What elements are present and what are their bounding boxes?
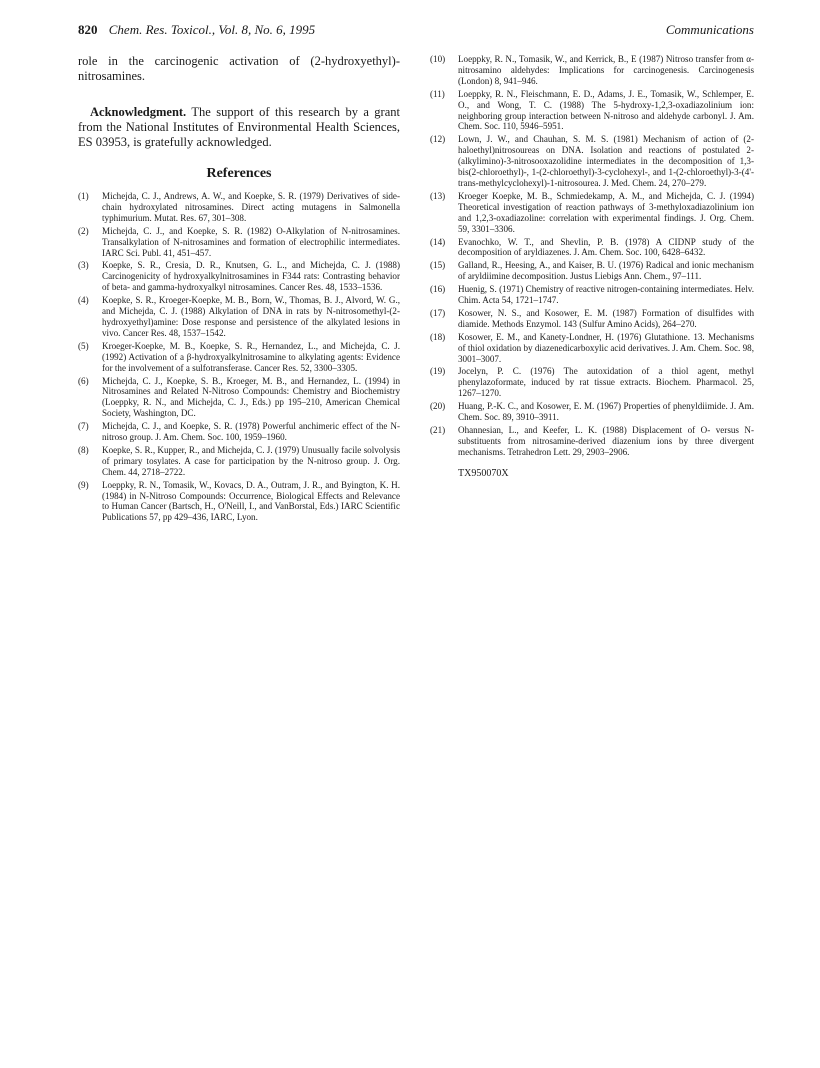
reference-item [430,425,754,458]
left-column [78,54,400,525]
acknowledgment-paragraph [78,105,400,150]
reference-number: (18) [430,331,446,342]
reference-text: Loeppky, R. N., Tomasik, W., Kovacs, D. A., Outram, J. R., and Byington, K. H. (1984) in N-Nitroso Compounds: Occurrence, Biological Effects and Relevance to Human Cancer (Bartsch, H., O'Neill, I., and VanBorstal, Eds.) IARC Scientific Publications 57, pp 429–436, IARC, Lyon. [102,479,400,523]
reference-text: Ohannesian, L., and Keefer, L. K. (1988) Displacement of O- versus N-substituents from nitrosamine-derived diazenium ions by three divergent mechanisms. Tetrahedron Lett. 29, 2903–2906. [458,425,754,457]
header-left [78,22,315,38]
acknowledgment-heading: Acknowledgment. [90,105,187,119]
reference-text: Kosower, E. M., and Kanety-Londner, H. (1976) Glutathione. 13. Mechanisms of thiol oxidation by diazenedicarboxylic acid derivatives. J. Am. Chem. Soc. 98, 3001–3007. [458,331,754,364]
reference-item [430,191,754,235]
reference-number: (1) [78,191,89,201]
section-label: Communications [665,22,754,37]
reference-list-left [78,191,400,523]
reference-text: Michejda, C. J., and Koepke, S. R. (1982) O-Alkylation of N-nitrosamines. Transalkylation of N-nitrosamines and formation of electrophilic intermediates. IARC Sci. Publ. 41, 451–457. [102,225,400,258]
reference-number: (9) [78,479,89,490]
references-title: References [206,166,272,181]
reference-text: Lown, J. W., and Chauhan, S. M. S. (1981) Mechanism of action of (2-haloethyl)nitrosoureas on DNA. Isolation and reactions of postulated 2-(alkylimino)-3-nitrosooxazolidine intermediates in the decomposition of 1,3-bis(2-chloroethyl)-, 1-(2-chloroethyl)-3-cyclohexyl-, and 1-(2-chloroethyl)-3-(4'-trans-methylcyclohexyl)-1-nitrosourea. J. Med. Chem. 24, 270–279. [458,134,754,188]
reference-item [430,237,754,259]
reference-item [78,226,400,259]
reference-item [78,191,400,224]
reference-number: (14) [430,236,446,247]
reference-number: (12) [430,134,446,145]
reference-number: (15) [430,260,446,271]
reference-text: Michejda, C. J., Koepke, S. B., Kroeger, M. B., and Hernandez, L. (1994) in Nitrosamines and Related N-Nitroso Compounds: Chemistry and Biochemistry (Loeppky, R. N., and Michejda, C. J., Eds.) pp 195–210, American Chemical Society, Washington, DC. [102,375,400,419]
reference-text: Huang, P.-K. C., and Kosower, E. M. (1967) Properties of phenyldiimide. J. Am. Chem. Soc. 89, 3910–3911. [458,401,754,423]
reference-item [78,480,400,524]
reference-item [430,134,754,189]
reference-text: Jocelyn, P. C. (1976) The autoxidation of a thiol agent, methyl phenylazoformate, induced by rat tissue extracts. Biochem. Pharmacol. 25, 1267–1270. [458,366,754,399]
reference-text: Koepke, S. R., Cresia, D. R., Knutsen, G. L., and Michejda, C. J. (1988) Carcinogenicity of hydroxyalkylnitrosamines in F344 rats: Contrasting behavior of beta- and gamma-hydroxyalkyl nitrosamines. Cancer Res. 48, 1533–1536. [102,260,400,293]
reference-number: (13) [430,190,446,201]
reference-item [430,401,754,423]
reference-number: (2) [78,225,89,236]
reference-number: (10) [430,54,446,64]
reference-item [430,89,754,133]
manuscript-code: TX950070X [458,467,509,479]
reference-text: Kosower, N. S., and Kosower, E. M. (1987) Formation of disulfides with diamide. Methods Enzymol. 143 (Sulfur Amino Acids), 264–270. [458,307,754,329]
reference-text: Kroeger-Koepke, M. B., Koepke, S. R., Hernandez, L., and Michejda, C. J. (1992) Activation of a β-hydroxyalkylnitrosamine to alkylating agents: Evidence for the involvement of a sulfotransferase. Cancer Res. 52, 3300–3305. [102,340,400,373]
reference-text: Loeppky, R. N., Fleischmann, E. D., Adams, J. E., Tomasik, W., Schlemper, E. O., and Wong, T. C. (1988) The 5-hydroxy-1,2,3-oxadiazolinium ion: neighboring group interaction between N-nitroso and aldehyde carbonyl. J. Am. Chem. Soc. 110, 5946–5951. [458,88,754,132]
reference-number: (20) [430,401,446,412]
reference-number: (5) [78,340,89,351]
reference-number: (17) [430,307,446,318]
reference-number: (19) [430,366,446,377]
reference-item [78,376,400,420]
reference-item [430,260,754,282]
reference-text: Kroeger Koepke, M. B., Schmiedekamp, A. M., and Michejda, C. J. (1994) Theoretical investigation of reaction pathways of 3-methyloxadiazolinium ion and 1,2,3-oxadiazoline: correlation with experimental findings. J. Org. Chem. 59, 3301–3306. [458,190,754,234]
reference-item [430,308,754,330]
reference-number: (7) [78,421,89,432]
reference-item [78,260,400,293]
reference-text: Koepke, S. R., Kroeger-Koepke, M. B., Born, W., Thomas, B. J., Alvord, W. G., and Michejda, C. J. (1988) Alkylation of DNA in rats by N-nitrosomethyl-(2-hydroxyethyl)amine: Dose response and persistence of the alkylated lesions in vivo. Cancer Res. 48, 1537–1542. [102,295,400,338]
reference-text: Galland, R., Heesing, A., and Kaiser, B. U. (1976) Radical and ionic mechanism of aryldiimine decomposition. Justus Liebigs Ann. Chem., 97–111. [458,260,754,282]
continuation-text: role in the carcinogenic activation of (2-hydroxyethyl)-nitrosamines. [78,54,400,83]
reference-number: (4) [78,295,89,306]
reference-text: Loeppky, R. N., Tomasik, W., and Kerrick, B., E (1987) Nitroso transfer from α-nitrosamino aldehydes: Implications for carcinogenesis. Carcinogenesis (London) 8, 941–946. [458,54,754,86]
journal-citation: Chem. Res. Toxicol., Vol. 8, No. 6, 1995 [108,22,316,37]
running-header [78,22,754,40]
reference-text: Huenig, S. (1971) Chemistry of reactive nitrogen-containing intermediates. Helv. Chim. Acta 54, 1721–1747. [458,284,754,306]
reference-text: Michejda, C. J., and Koepke, S. R. (1978) Powerful anchimeric effect of the N-nitroso group. J. Am. Chem. Soc. 100, 1959–1960. [102,421,400,443]
reference-number: (11) [430,88,445,99]
reference-number: (3) [78,260,89,271]
reference-item [78,421,400,443]
right-column [430,54,754,479]
reference-number: (21) [430,425,446,435]
reference-item [430,332,754,365]
reference-list-right [430,54,754,458]
reference-number: (8) [78,444,89,455]
reference-text: Evanochko, W. T., and Shevlin, P. B. (1978) A CIDNP study of the decomposition of aryldiazenes. J. Am. Chem. Soc. 100, 6428–6432. [458,236,754,258]
reference-item [430,366,754,399]
reference-text: Michejda, C. J., Andrews, A. W., and Koepke, S. R. (1979) Derivatives of side-chain hydroxylated nitrosamines. Direct acting mutagens in Salmonella typhimurium. Mutat. Res. 67, 301–308. [102,191,400,223]
reference-number: (16) [430,284,446,295]
reference-item [78,341,400,374]
reference-item [78,295,400,339]
reference-text: Koepke, S. R., Kupper, R., and Michejda, C. J. (1979) Unusually facile solvolysis of primary tosylates. A case for participation by the N-nitroso group. J. Org. Chem. 44, 2718–2722. [102,444,400,477]
acknowledgment-text: The support of this research by a grant from the National Institutes of Environmental Health Sciences, ES 03953, is gratefully acknowledged. [78,105,400,149]
reference-item [430,54,754,87]
reference-item [78,445,400,478]
reference-number: (6) [78,375,89,386]
page-number: 820 [78,22,98,37]
reference-item [430,284,754,306]
